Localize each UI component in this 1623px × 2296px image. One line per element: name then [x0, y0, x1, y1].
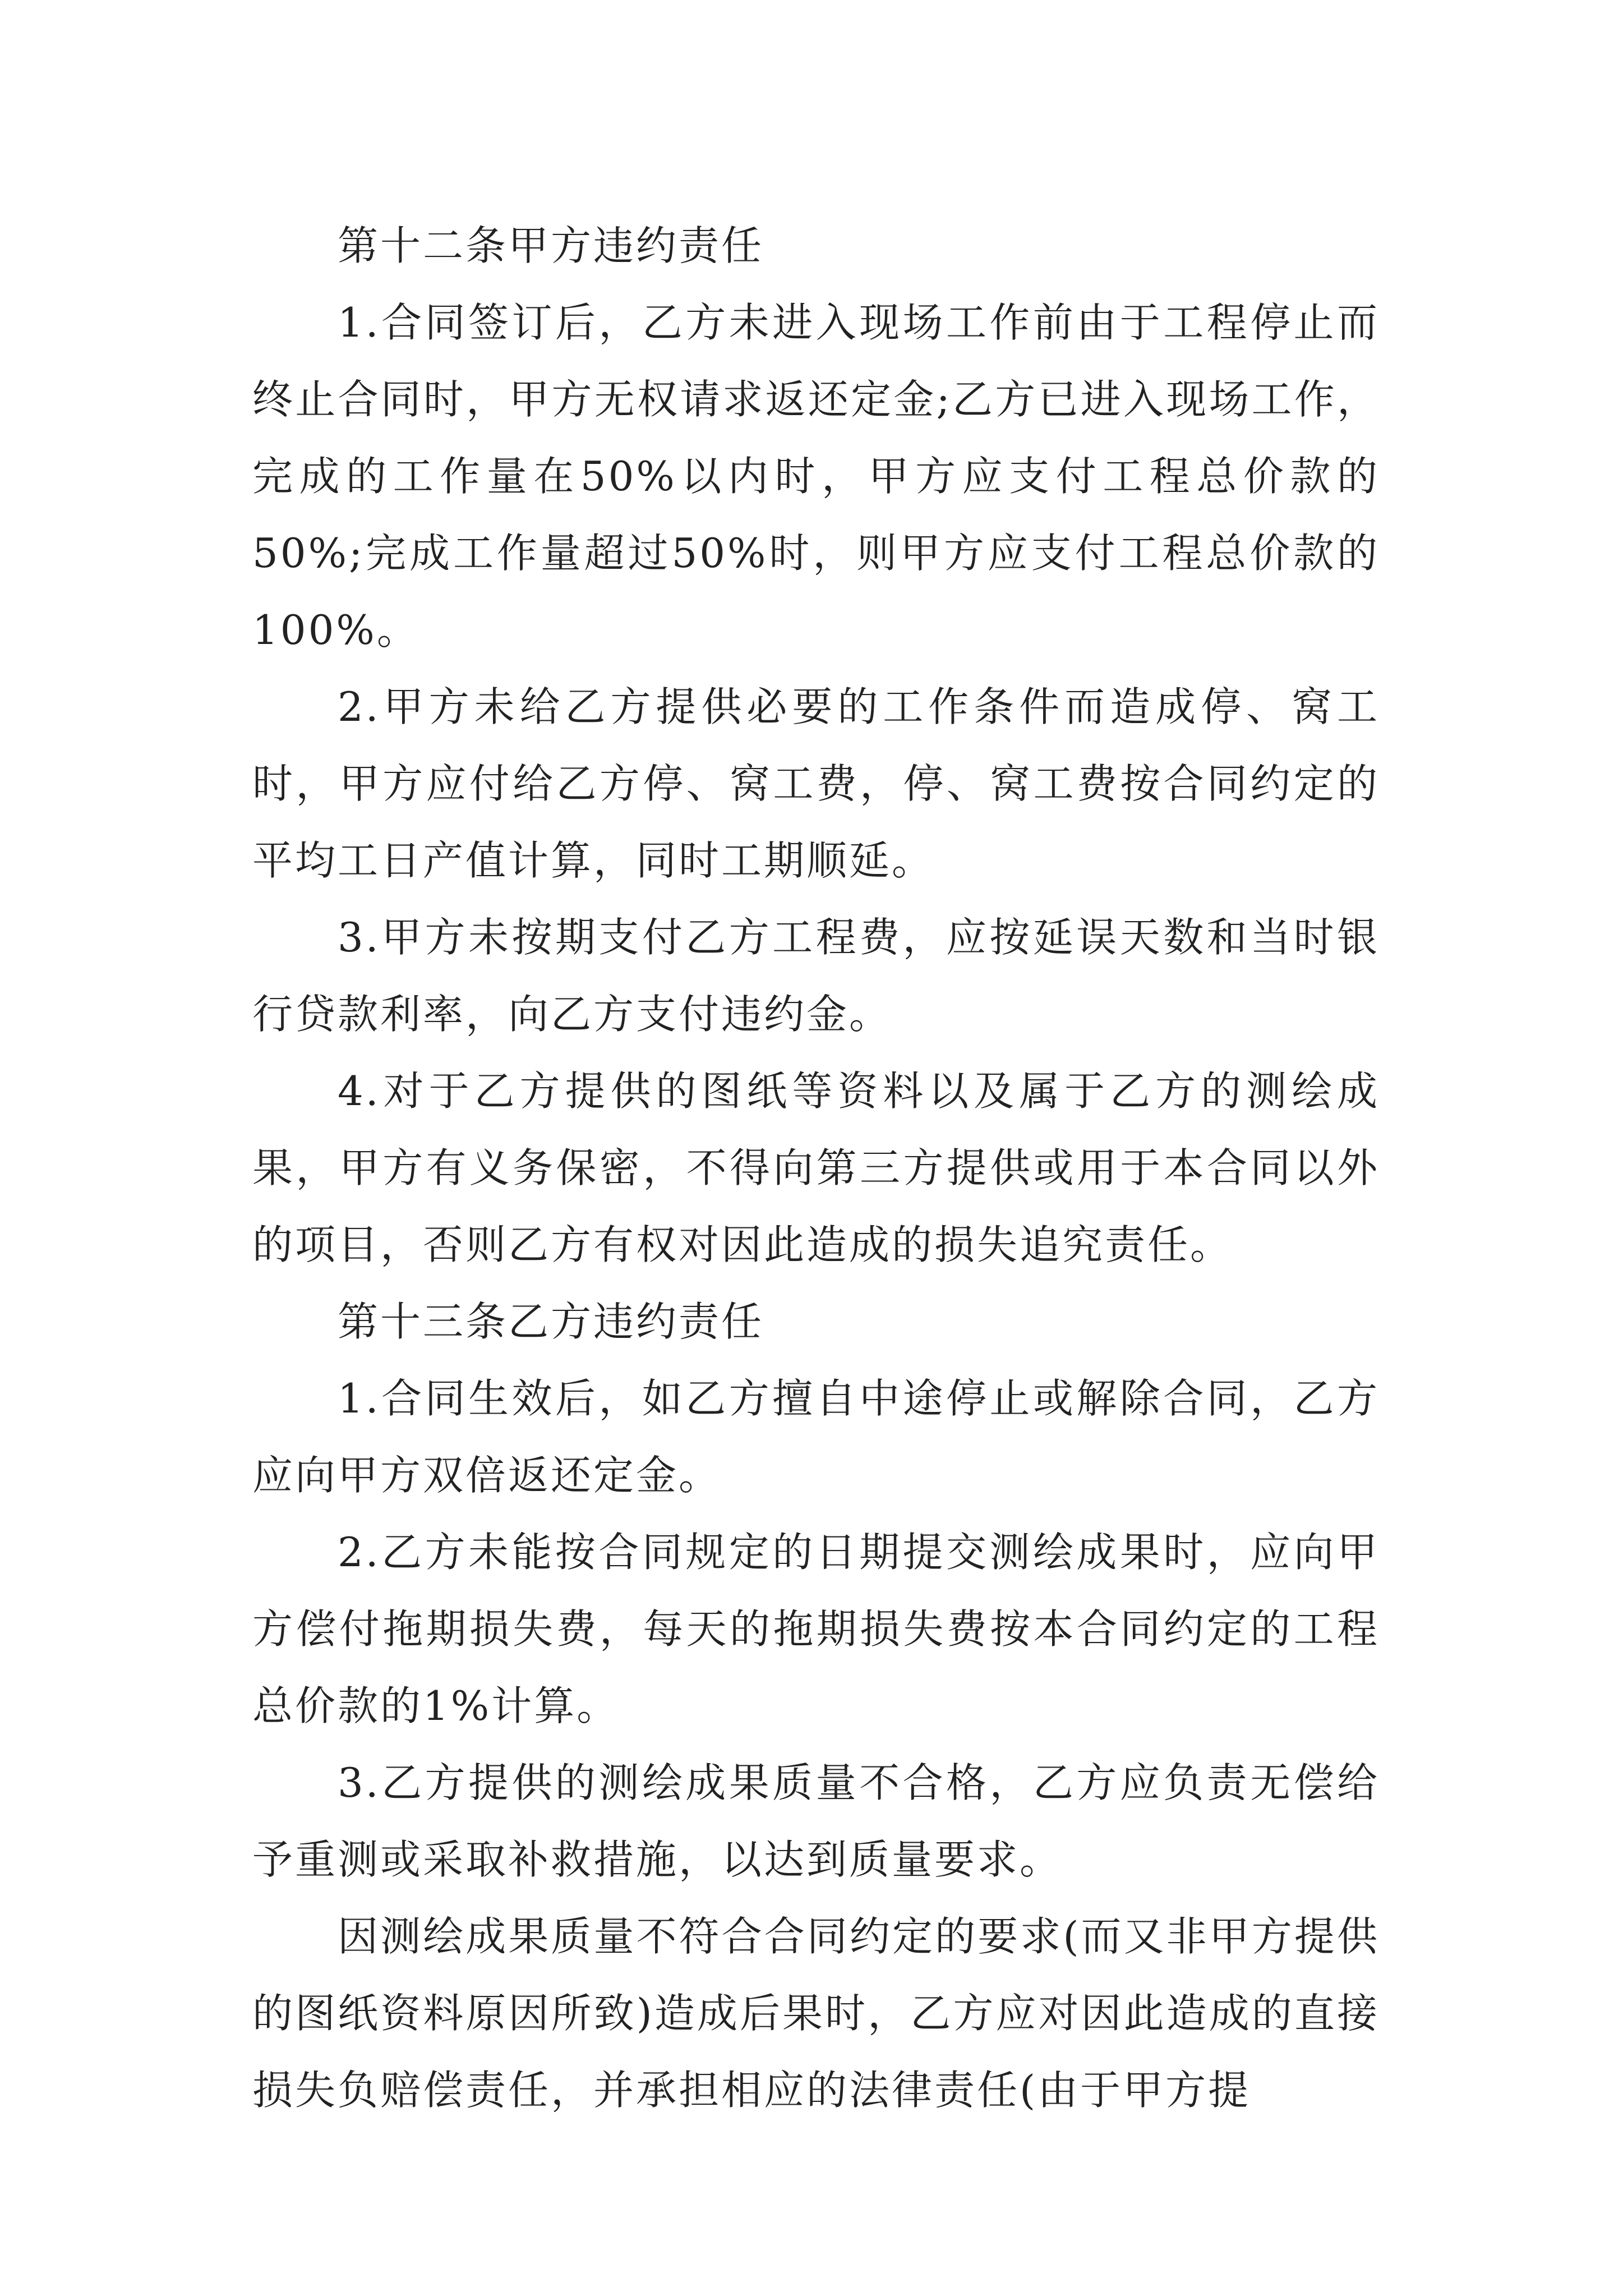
- clause-13-2: 2.乙方未能按合同规定的日期提交测绘成果时，应向甲方偿付拖期损失费，每天的拖期损失费按本合同约定的工程总价款的1%计算。: [252, 1529, 1380, 1729]
- clause-13-3-continuation: 因测绘成果质量不符合合同约定的要求(而又非甲方提供的图纸资料原因所致)造成后果时，乙方应对因此造成的直接损失负赔偿责任，并承担相应的法律责任(由于甲方提: [252, 1913, 1380, 2114]
- clause-13-3: 3.乙方提供的测绘成果质量不合格，乙方应负责无偿给予重测或采取补救措施，以达到质量要求。: [252, 1759, 1380, 1883]
- section-heading-13: 第十三条乙方违约责任: [338, 1298, 764, 1345]
- clause-12-3: 3.甲方未按期支付乙方工程费，应按延误天数和当时银行贷款利率，向乙方支付违约金。: [252, 914, 1380, 1038]
- clause-13-1: 1.合同生效后，如乙方擅自中途停止或解除合同，乙方应向甲方双倍返还定金。: [252, 1375, 1380, 1499]
- clause-12-1: 1.合同签订后，乙方未进入现场工作前由于工程停止而终止合同时，甲方无权请求返还定金;乙方已进入现场工作，完成的工作量在50%以内时，甲方应支付工程总价款的50%;完成工作量超过50%时，则甲方应支付工程总价款的100%。: [252, 299, 1380, 654]
- clause-12-2: 2.甲方未给乙方提供必要的工作条件而造成停、窝工时，甲方应付给乙方停、窝工费，停、窝工费按合同约定的平均工日产值计算，同时工期顺延。: [252, 683, 1380, 884]
- document-body: [252, 208, 1380, 2129]
- section-heading-12: 第十二条甲方违约责任: [338, 222, 764, 269]
- clause-12-4: 4.对于乙方提供的图纸等资料以及属于乙方的测绘成果，甲方有义务保密，不得向第三方提供或用于本合同以外的项目，否则乙方有权对因此造成的损失追究责任。: [252, 1068, 1380, 1268]
